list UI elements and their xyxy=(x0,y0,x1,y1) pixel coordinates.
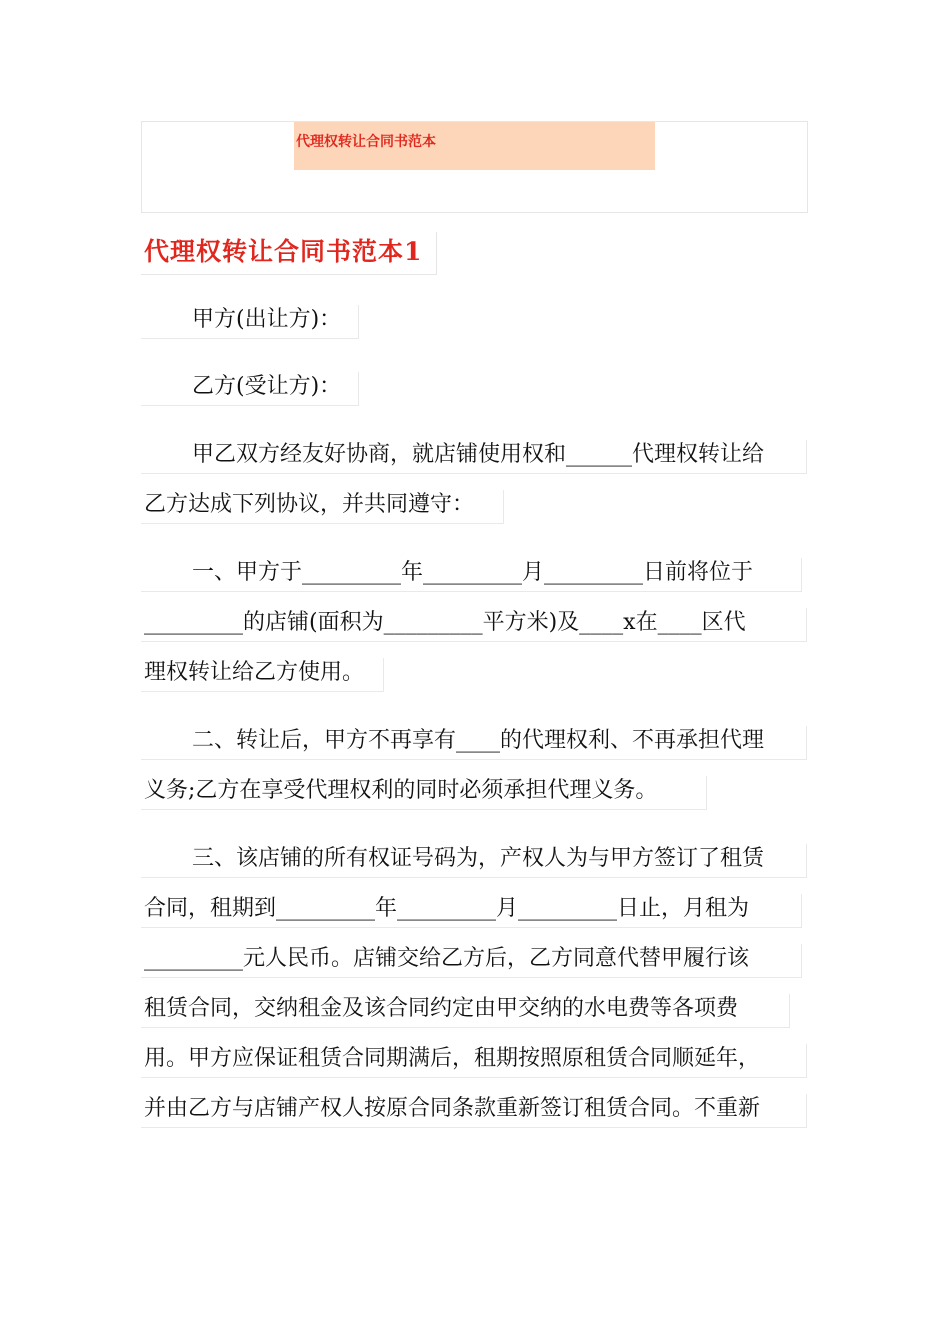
clause-3-line: 并由乙方与店铺产权人按原合同条款重新签订租赁合同。不重新 xyxy=(144,1096,761,1121)
clause-1-line: 一、甲方于_________年_________月_________日前将位于 xyxy=(192,560,754,585)
header-title: 代理权转让合同书范本 xyxy=(296,134,436,150)
clause-2-line: 二、转让后，甲方不再享有____的代理权利、不再承担代理 xyxy=(192,728,765,753)
preamble-line: 乙方达成下列协议，并共同遵守： xyxy=(144,492,475,517)
clause-1-line: _________的店铺(面积为_________平方米)及____x在____区代 xyxy=(144,610,746,635)
clause-3-line: 租赁合同，交纳租金及该合同约定由甲交纳的水电费等各项费 xyxy=(144,996,739,1021)
clause-3-line: _________元人民币。店铺交给乙方后，乙方同意代替甲履行该 xyxy=(144,946,750,971)
clause-2-line: 义务;乙方在享受代理权利的同时必须承担代理义务。 xyxy=(144,778,658,803)
clause-3-line: 用。甲方应保证租赁合同期满后，租期按照原租赁合同顺延年， xyxy=(144,1046,761,1071)
party-b-line: 乙方(受让方)： xyxy=(192,374,342,399)
party-a-line: 甲方(出让方)： xyxy=(192,307,342,332)
clause-3-line: 合同，租期到_________年_________月_________日止，月租为 xyxy=(144,896,750,921)
preamble-line: 甲乙双方经友好协商，就店铺使用权和______代理权转让给 xyxy=(192,442,765,467)
clause-3-line: 三、该店铺的所有权证号码为，产权人为与甲方签订了租赁 xyxy=(192,846,765,871)
clause-1-line: 理权转让给乙方使用。 xyxy=(144,660,365,685)
document-heading: 代理权转让合同书范本1 xyxy=(144,237,423,266)
